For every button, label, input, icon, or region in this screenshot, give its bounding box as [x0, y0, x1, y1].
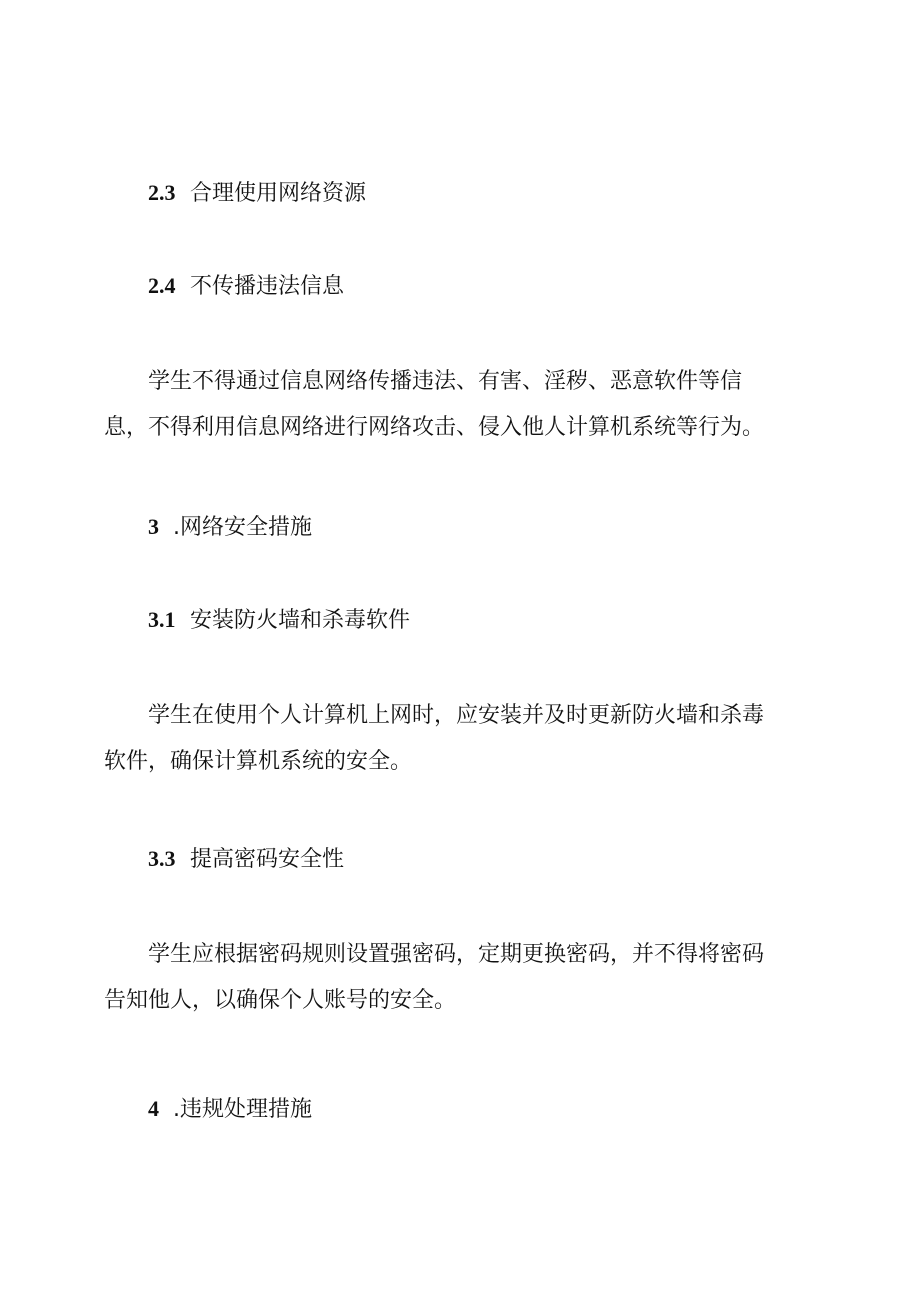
heading-title: .网络安全措施: [173, 515, 312, 540]
heading-2-3: [148, 178, 366, 208]
heading-title: 提高密码安全性: [190, 847, 345, 872]
heading-title: 不传播违法信息: [190, 274, 345, 299]
paragraph-line: 息，不得利用信息网络进行网络攻击、侵入他人计算机系统等行为。: [104, 415, 765, 440]
paragraph-3-1: [104, 693, 804, 785]
heading-3-3: [148, 844, 344, 874]
heading-title: 合理使用网络资源: [190, 181, 367, 206]
heading-number: 4: [148, 1096, 159, 1121]
paragraph-2-4: [104, 359, 804, 451]
heading-2-4: [148, 271, 344, 301]
heading-3: [148, 512, 312, 542]
heading-number: 3.3: [148, 846, 176, 871]
heading-number: 3.1: [148, 607, 176, 632]
paragraph-line: 学生应根据密码规则设置强密码，定期更换密码，并不得将密码: [148, 942, 765, 967]
paragraph-line: 学生不得通过信息网络传播违法、有害、淫秽、恶意软件等信: [148, 369, 743, 394]
heading-number: 2.3: [148, 180, 176, 205]
paragraph-line: 软件，确保计算机系统的安全。: [104, 749, 413, 774]
heading-title: .违规处理措施: [173, 1097, 312, 1122]
heading-title: 安装防火墙和杀毒软件: [190, 608, 411, 633]
heading-3-1: [148, 605, 410, 635]
heading-number: 3: [148, 514, 159, 539]
paragraph-3-3: [104, 932, 804, 1024]
paragraph-line: 告知他人，以确保个人账号的安全。: [104, 988, 457, 1013]
paragraph-line: 学生在使用个人计算机上网时，应安装并及时更新防火墙和杀毒: [148, 703, 765, 728]
heading-number: 2.4: [148, 273, 176, 298]
heading-4: [148, 1094, 312, 1124]
